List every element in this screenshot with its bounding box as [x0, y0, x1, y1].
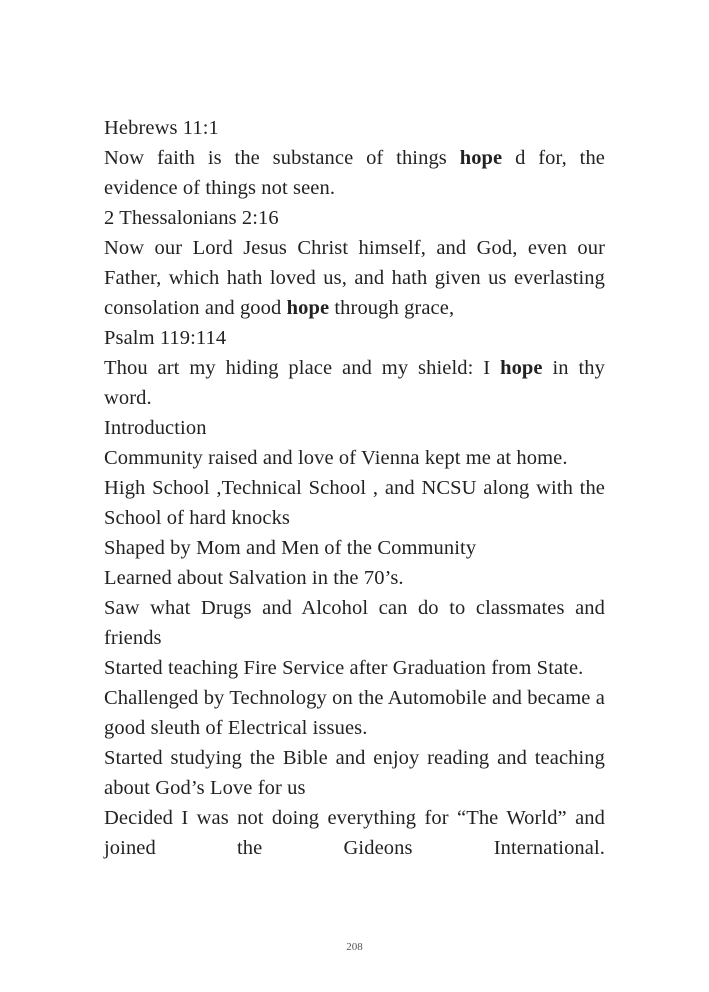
page-number: 208: [346, 941, 363, 953]
body-paragraph: Challenged by Technology on the Automobile and became a good sleuth of Electrical issues.: [104, 687, 605, 739]
scripture-reference: 2 Thessalonians 2:16: [104, 207, 279, 229]
page-text: [104, 113, 605, 863]
body-paragraph: Community raised and love of Vienna kept me at home.: [104, 447, 568, 469]
scripture-reference: Psalm 119:114: [104, 327, 227, 349]
body-paragraph: Started teaching Fire Service after Graduation from State.: [104, 657, 584, 679]
section-heading: Introduction: [104, 417, 207, 439]
body-paragraph: Learned about Salvation in the 70’s.: [104, 567, 404, 589]
hope-keyword: hope: [286, 297, 330, 319]
hope-keyword: hope: [500, 357, 543, 379]
scripture-verse: Thou art my hiding place and my shield: I hope in thy word.: [104, 357, 605, 409]
body-paragraph: High School ,Technical School , and NCSU along with the School of hard knocks: [104, 477, 605, 529]
body-paragraph: Shaped by Mom and Men of the Community: [104, 537, 477, 559]
body-paragraph: Saw what Drugs and Alcohol can do to classmates and friends: [104, 597, 605, 649]
hope-keyword: hope: [459, 147, 503, 169]
scripture-reference: Hebrews 11:1: [104, 117, 219, 139]
scripture-verse: Now faith is the substance of things hope d for, the evidence of things not seen.: [104, 147, 605, 199]
scripture-verse: Now our Lord Jesus Christ himself, and God, even our Father, which hath loved us, and hath given us everlasting consolation and good hope through grace,: [104, 237, 605, 319]
body-paragraph: Decided I was not doing everything for “The World” and joined the Gideons International.: [104, 807, 605, 859]
body-paragraph: Started studying the Bible and enjoy reading and teaching about God’s Love for us: [104, 747, 605, 799]
